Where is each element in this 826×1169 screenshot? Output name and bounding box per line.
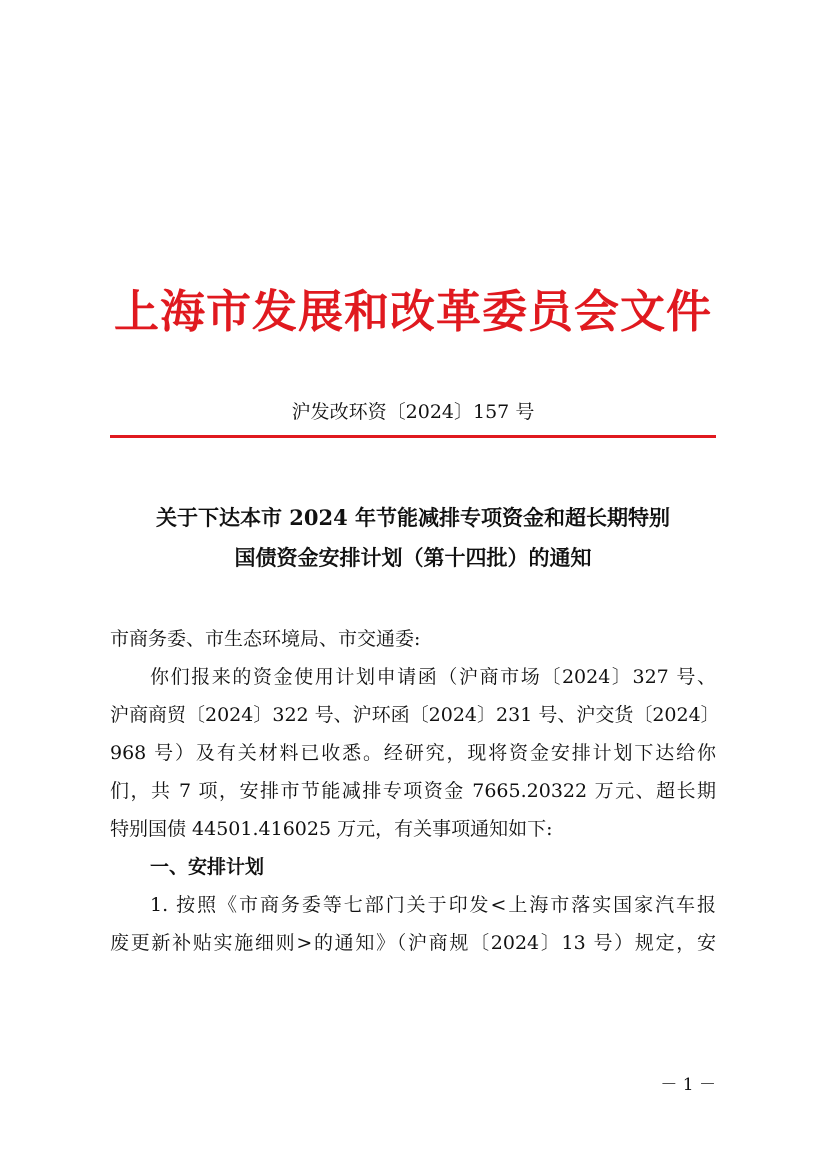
paragraph-line: 你们报来的资金使用计划申请函（沪商市场〔2024〕327 号、 — [150, 666, 716, 688]
paragraph-line: 特别国债 44501.416025 万元，有关事项通知如下: — [110, 818, 553, 840]
notice-title — [110, 498, 716, 578]
paragraph-line: 们，共 7 项，安排市节能减排专项资金 7665.20322 万元、超长期 — [110, 780, 716, 802]
section-heading: 一、安排计划 — [150, 856, 265, 878]
page-number: － 1 － — [660, 1075, 716, 1095]
notice-title-line: 国债资金安排计划（第十四批）的通知 — [234, 545, 592, 570]
document-number: 沪发改环资〔2024〕157 号 — [291, 401, 535, 423]
paragraph-line: 沪商商贸〔2024〕322 号、沪环函〔2024〕231 号、沪交货〔2024〕 — [110, 704, 720, 726]
item-line: 废更新补贴实施细则>的通知》（沪商规〔2024〕13 号）规定，安 — [110, 932, 716, 954]
paragraph-line: 968 号）及有关材料已收悉。经研究，现将资金安排计划下达给你 — [110, 742, 716, 764]
notice-title-line: 关于下达本市 2024 年节能减排专项资金和超长期特别 — [155, 505, 671, 530]
notice-body — [110, 620, 720, 962]
red-divider-line — [110, 435, 716, 438]
item-line: 1. 按照《市商务委等七部门关于印发<上海市落实国家汽车报 — [150, 894, 716, 916]
recipients: 市商务委、市生态环境局、市交通委: — [110, 628, 421, 650]
issuing-authority-title: 上海市发展和改革委员会文件 — [113, 285, 712, 338]
